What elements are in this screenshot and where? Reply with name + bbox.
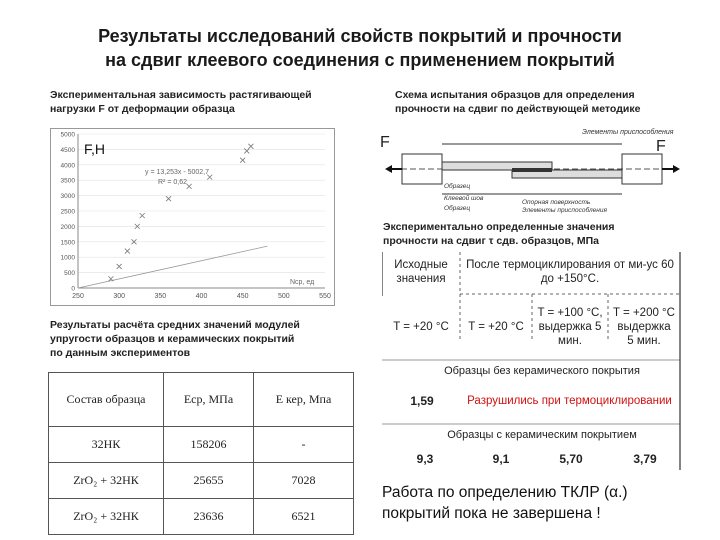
y-tick-label: 0 [71,285,75,293]
final-note [382,482,628,524]
title-line-1: Результаты исследований свойств покрытий и прочности [98,26,622,46]
cell-e-ceramic: 7028 [254,463,354,499]
y-axis-label: F,H [84,141,105,157]
header-after-line-1: После термоциклирования от ми-ус 60 [466,259,674,271]
header-t20-initial: T = +20 °C [393,321,449,333]
coat-value-t20-after: 9,1 [492,452,510,466]
y-tick-label: 2500 [60,208,75,216]
final-note-line-2: покрытий пока не завершена ! [382,505,601,522]
x-tick-label: 550 [319,293,331,300]
cell-composition: ZrO₂ + 32НК [49,499,164,535]
scheme-label-2: Клеевой шов [444,195,484,202]
cell-e-ceramic: - [254,427,354,463]
y-tick-label: 3500 [60,177,75,185]
y-tick-label: 5000 [60,131,75,139]
scheme-label-top: Элементы приспособления [582,129,674,136]
coat-value-t100: 5,70 [559,452,583,466]
cell-e-avg: 23636 [164,499,254,535]
final-note-line-1: Работа по определению ТКЛР (α.) [382,484,628,501]
page-title [20,24,700,72]
header-initial-line-1: Исходные [394,259,448,271]
cell-e-ceramic: 6521 [254,499,354,535]
header-t100-line-2: выдержка 5 [538,321,602,333]
modules-table [48,372,354,535]
header-initial [382,258,460,286]
no-coat-value: 1,59 [410,394,434,408]
modules-caption-line-1: Результаты расчёта средних значений модулей [50,319,300,331]
x-tick-label: 250 [72,293,84,300]
modules-header-row [49,373,354,427]
no-coat-label: Образцы без керамического покрытия [444,365,640,377]
header-t100 [532,306,608,348]
modules-caption [50,318,300,360]
cell-e-avg: 25655 [164,463,254,499]
modules-caption-line-2: упругости образцов и керамических покрытий [50,333,295,345]
x-tick-label: 400 [195,293,208,300]
y-tick-label: 500 [64,270,75,278]
scheme-force-left-label: F [380,134,390,151]
scheme-label-1: Образец [444,183,471,190]
x-tick-label: 500 [277,293,290,300]
strength-caption-line-1: Экспериментально определенные значения [383,221,615,233]
strength-caption-line-2: прочности на сдвиг τ сдв. образцов, МПа [383,235,599,247]
strength-table [382,248,682,468]
y-tick-label: 4000 [60,162,75,170]
scheme-label-3: Образец [444,205,471,212]
table-row [49,463,354,499]
chart-caption-line-1: Экспериментальная зависимость растягивающей [50,89,312,101]
scheme-force-right-label: F [656,138,666,155]
header-after-cycling [460,258,680,286]
x-axis-label: Ncp, ед [290,279,315,286]
x-tick-label: 450 [236,293,249,300]
y-tick-label: 1000 [60,254,75,262]
cell-composition: 32НК [49,427,164,463]
header-t200-line-3: 5 мин. [627,335,661,347]
y-tick-label: 1500 [60,239,75,247]
y-tick-label: 2000 [60,223,75,231]
trend-r2: R² = 0,62 [158,179,187,186]
scheme-caption-line-1: Схема испытания образцов для определения [395,89,635,101]
scheme-label-4: Опорная поверхность [522,199,591,206]
header-t200 [608,306,680,348]
strength-caption [383,220,615,248]
title-line-2: на сдвиг клеевого соединения с применением покрытий [105,50,615,70]
coat-value-t200: 3,79 [633,452,657,466]
trend-equation: y = 13,253x - 5002,7 [145,169,210,176]
header-after-line-2: до +150°С. [540,273,600,285]
coat-value-t20-initial: 9,3 [416,452,434,466]
header-e-ceramic: Е кер, Мпа [254,373,354,427]
x-tick-label: 300 [113,293,126,300]
chart-caption-line-2: нагрузки F от деформации образца [50,103,235,115]
header-composition: Состав образца [49,373,164,427]
scheme-caption [395,88,640,116]
scheme-svg [382,124,682,214]
header-t100-line-3: мин. [558,335,582,347]
y-tick-label: 3000 [60,193,75,201]
header-e-avg: Еср, МПа [164,373,254,427]
header-t20-after: T = +20 °C [468,321,524,333]
x-tick-label: 350 [154,293,167,300]
y-tick-label: 4500 [60,146,75,154]
chart-svg [50,128,335,306]
test-scheme-diagram [382,124,682,214]
table-row [49,499,354,535]
header-initial-line-2: значения [396,273,446,285]
scheme-glue-joint [512,168,552,172]
no-coat-note: Разрушились при термоциклировании [467,395,672,407]
header-t100-line-1: T = +100 °C, [537,307,603,319]
table-row [49,427,354,463]
cell-e-avg: 158206 [164,427,254,463]
header-t200-line-2: выдержка [617,321,671,333]
scheme-label-5: Элементы приспособления [522,207,607,214]
scheme-caption-line-2: прочности на сдвиг по действующей методике [395,103,641,115]
scheme-force-arrowhead-left [385,165,392,173]
load-deformation-chart [50,128,335,306]
header-t200-line-1: T = +200 °C [613,307,675,319]
scheme-force-arrowhead-right [673,165,680,173]
modules-caption-line-3: по данным экспериментов [50,347,191,359]
cell-composition: ZrO₂ + 32НК [49,463,164,499]
coat-label: Образцы с керамическим покрытием [447,429,637,441]
chart-caption [50,88,312,116]
